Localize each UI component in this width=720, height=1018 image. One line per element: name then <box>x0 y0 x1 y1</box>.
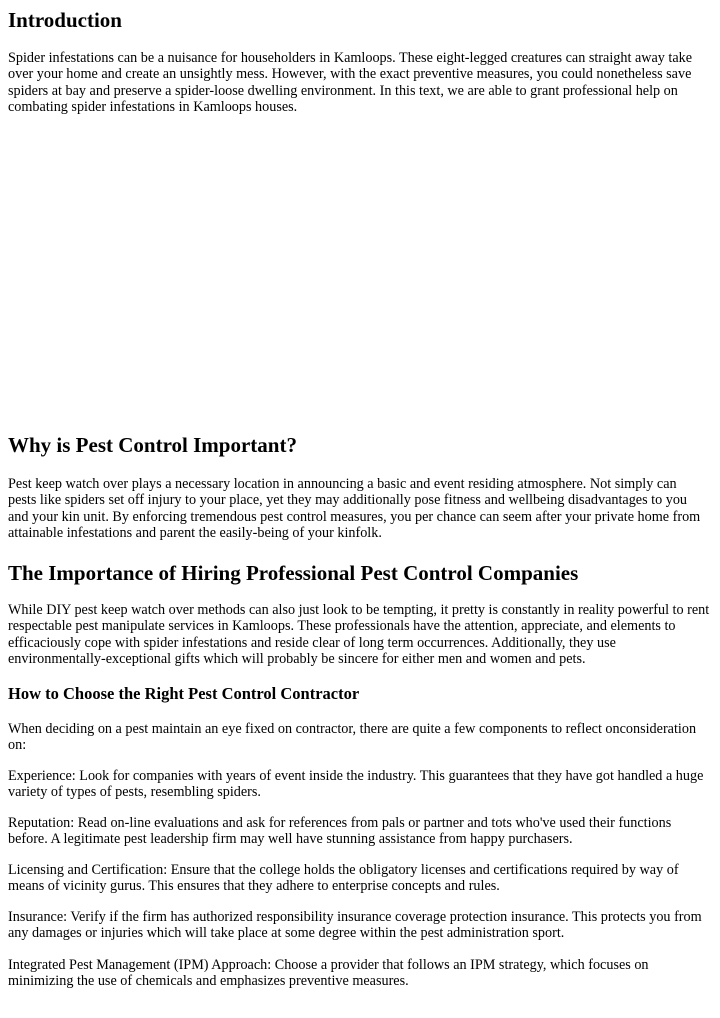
paragraph-reputation: Reputation: Read on-line evaluations and ask for references from pals or partner and tots who've used their functions before. A legitimate pest leadership firm may well have stunning assistance from happy purchasers. <box>8 815 672 848</box>
subsection-heading-choose-contractor: How to Choose the Right Pest Control Contractor <box>8 684 360 703</box>
section-heading-why-pest-control: Why is Pest Control Important? <box>8 433 297 457</box>
blank-media-area <box>8 125 714 425</box>
section-heading-hiring-professionals: The Importance of Hiring Professional Pest Control Companies <box>8 561 579 585</box>
paragraph-introduction: Spider infestations can be a nuisance for householders in Kamloops. These eight-legged creatures can straight away take over your home and create an unsightly mess. However, with the exact preventive measures, you could nonetheless save spiders at bay and preserve a spider-loose dwelling environment. In this text, we are able to grant professional help on combating spider infestations in Kamloops houses. <box>8 50 693 116</box>
paragraph-insurance: Insurance: Verify if the firm has authorized responsibility insurance coverage protection insurance. This protects you from any damages or injuries which will take place at some degree within the pest administration sport. <box>8 909 702 942</box>
paragraph-licensing: Licensing and Certification: Ensure that the college holds the obligatory licenses and certifications required by way of means of vicinity gurus. This ensures that they adhere to enterprise concepts and rules. <box>8 862 679 895</box>
section-heading-introduction: Introduction <box>8 8 122 32</box>
paragraph-why-pest-control: Pest keep watch over plays a necessary location in announcing a basic and event residing atmosphere. Not simply can pests like spiders set off injury to your place, yet they may additionally pose fitness and wellbeing disadvantages to you and your kin unit. By enforcing tremendous pest control measures, you per chance can seem after your private home from attainable infestations and parent the easily-being of your kinfolk. <box>8 476 701 542</box>
paragraph-choose-intro: When deciding on a pest maintain an eye fixed on contractor, there are quite a few components to reflect onconsideration on: <box>8 721 697 754</box>
paragraph-hiring-professionals: While DIY pest keep watch over methods can also just look to be tempting, it pretty is constantly in reality powerful to rent respectable pest manipulate services in Kamloops. These professionals have the attention, appreciate, and elements to efficaciously cope with spider infestations and reside clear of long term occurrences. Additionally, they use environmentally-exceptional gifts which will probably be sincere for either men and women and pets. <box>8 602 710 668</box>
paragraph-experience: Experience: Look for companies with years of event inside the industry. This guarantees that they have got handled a huge variety of types of pests, resembling spiders. <box>8 768 704 801</box>
paragraph-ipm: Integrated Pest Management (IPM) Approach: Choose a provider that follows an IPM strategy, which focuses on minimizing the use of chemicals and emphasizes preventive measures. <box>8 957 649 990</box>
